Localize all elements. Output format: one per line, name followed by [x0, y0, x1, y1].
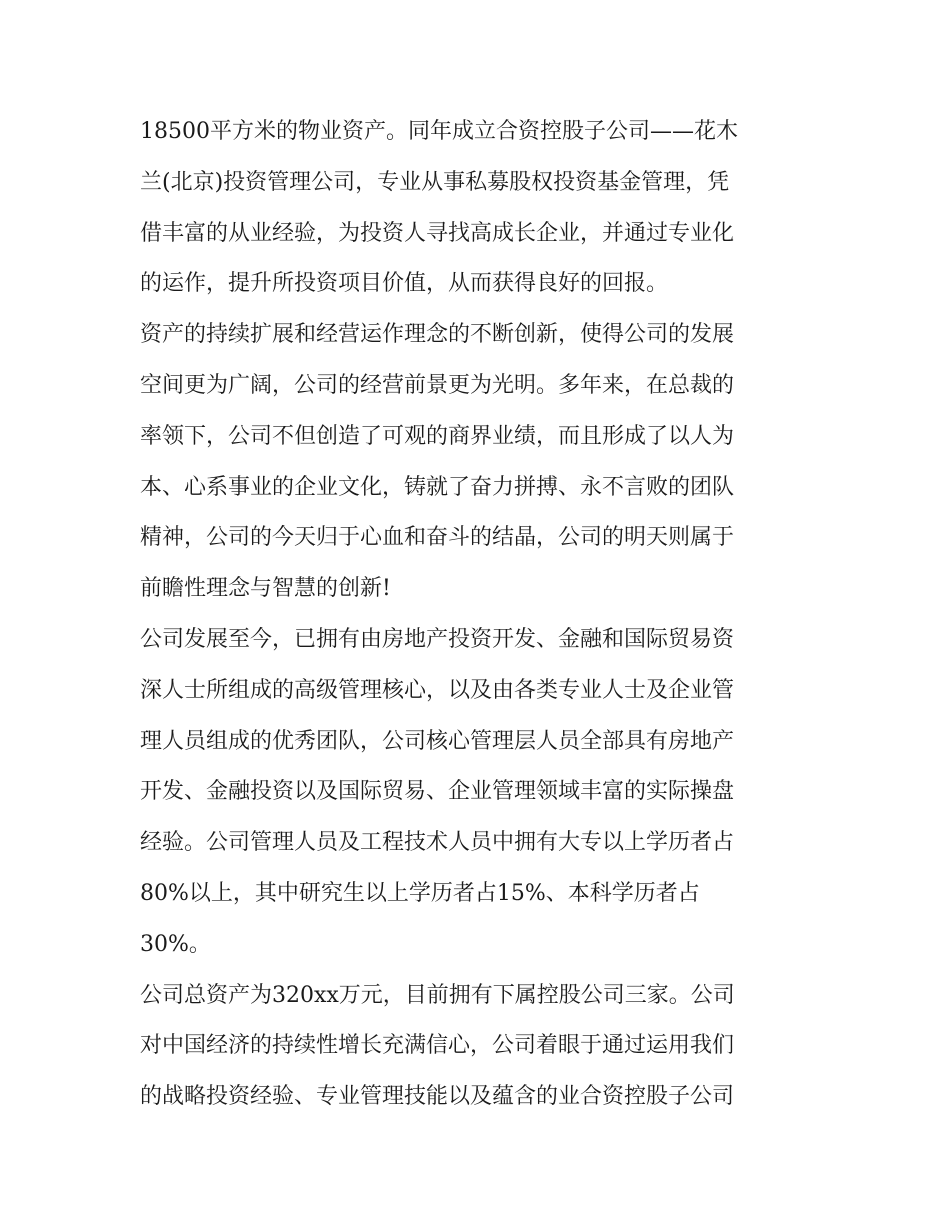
text-line: 的战略投资经验、专业管理技能以及蕴含的业合资控股子公司 — [140, 1084, 735, 1110]
text-line: 公司发展至今，已拥有由房地产投资开发、金融和国际贸易资 — [140, 626, 735, 652]
text-line: 公司总资产为320xx万元，目前拥有下属控股公司三家。公司 — [140, 982, 735, 1008]
text-line: 80%以上，其中研究生以上学历者占15%、本科学历者占 — [140, 880, 700, 906]
text-line: 30%。 — [140, 931, 211, 957]
text-line: 率领下，公司不但创造了可观的商界业绩，而且形成了以人为 — [140, 423, 735, 449]
text-line: 对中国经济的持续性增长充满信心，公司着眼于通过运用我们 — [140, 1033, 735, 1059]
text-line: 借丰富的从业经验，为投资人寻找高成长企业，并通过专业化 — [140, 220, 735, 246]
text-line: 兰(北京)投资管理公司，专业从事私募股权投资基金管理，凭 — [140, 169, 730, 195]
text-line: 经验。公司管理人员及工程技术人员中拥有大专以上学历者占 — [140, 830, 735, 856]
text-line: 开发、金融投资以及国际贸易、企业管理领域丰富的实际操盘 — [140, 779, 735, 805]
text-line: 资产的持续扩展和经营运作理念的不断创新，使得公司的发展 — [140, 322, 735, 348]
text-line: 的运作，提升所投资项目价值，从而获得良好的回报。 — [140, 271, 669, 297]
text-line: 空间更为广阔，公司的经营前景更为光明。多年来，在总裁的 — [140, 372, 735, 398]
text-line: 深人士所组成的高级管理核心，以及由各类专业人士及企业管 — [140, 677, 735, 703]
text-line: 前瞻性理念与智慧的创新! — [140, 576, 391, 602]
text-line: 本、心系事业的企业文化，铸就了奋力拼搏、永不言败的团队 — [140, 474, 735, 500]
text-line: 18500平方米的物业资产。同年成立合资控股子公司——花木 — [140, 119, 738, 144]
text-line: 理人员组成的优秀团队，公司核心管理层人员全部具有房地产 — [140, 728, 735, 754]
text-line: 精神，公司的今天归于心血和奋斗的结晶，公司的明天则属于 — [140, 525, 735, 551]
body-text — [140, 107, 820, 1123]
